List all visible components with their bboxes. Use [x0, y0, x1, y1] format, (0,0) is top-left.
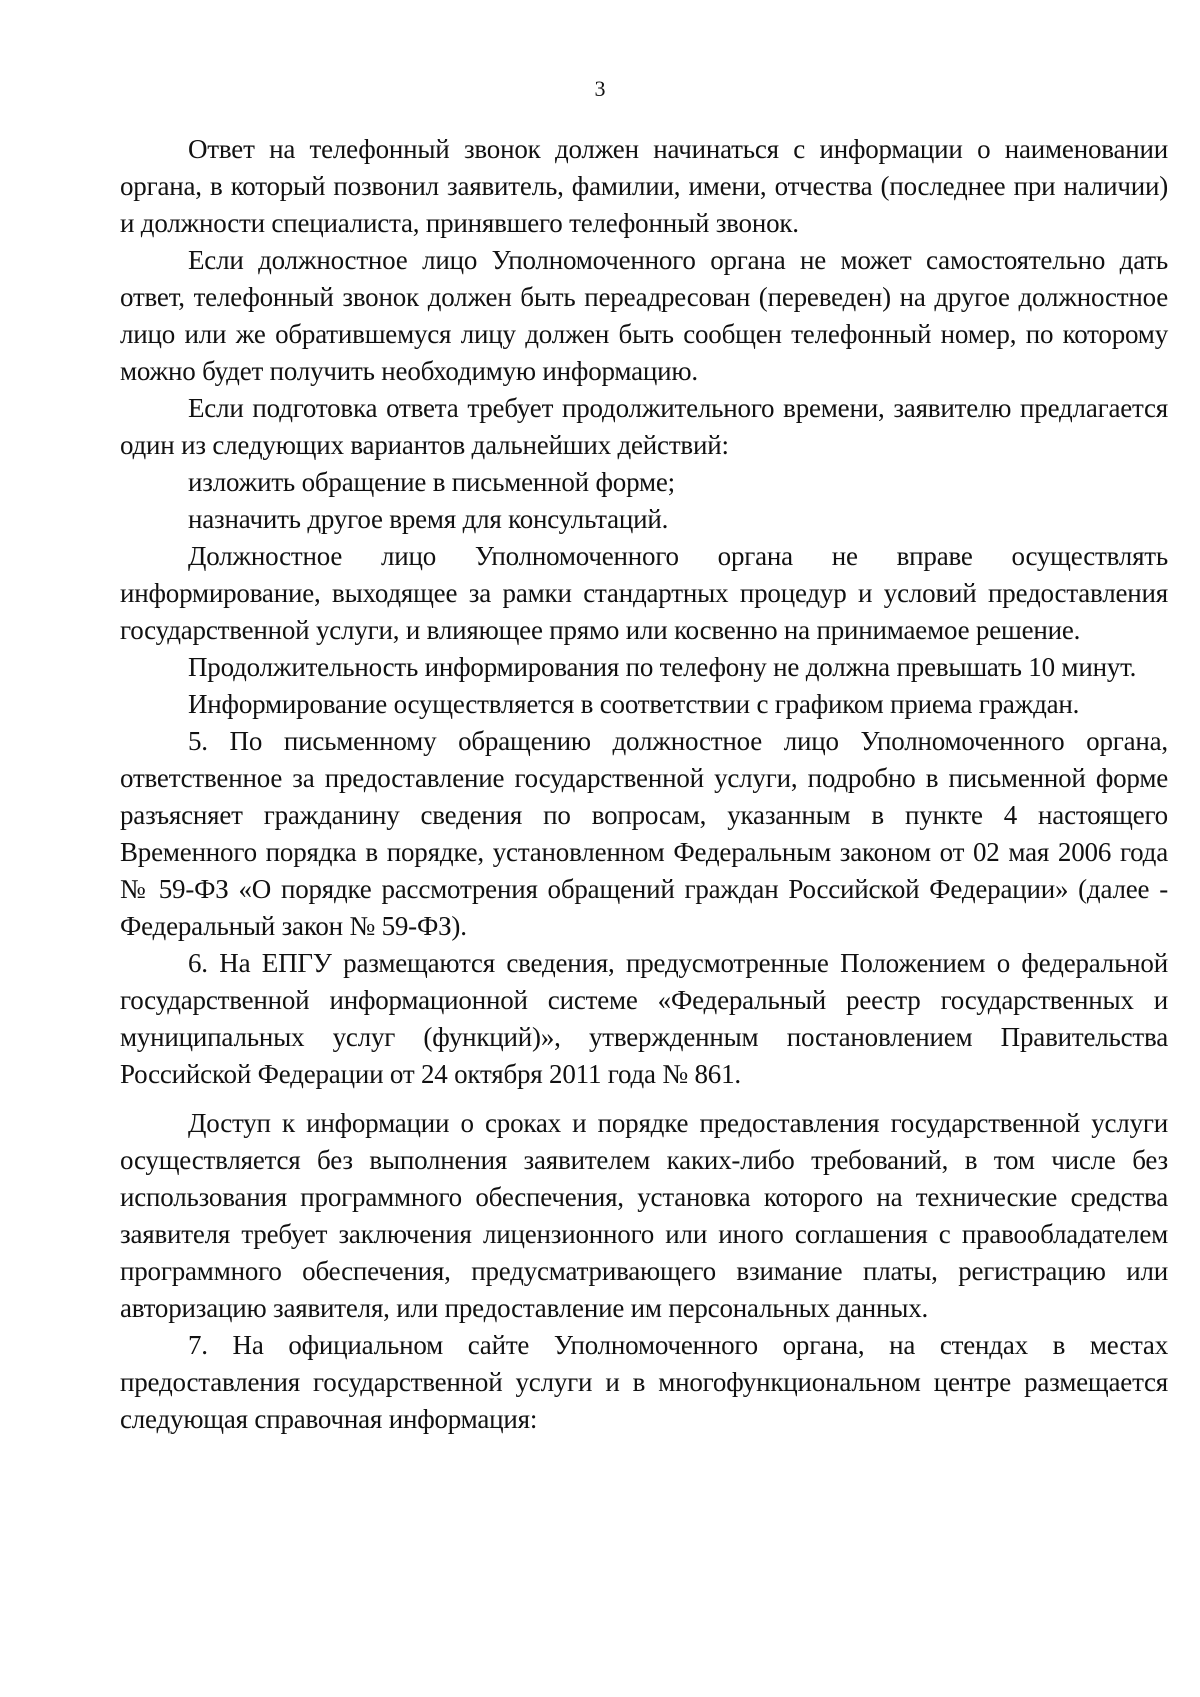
paragraph-call-duration: Продолжительность информирования по телефону не должна превышать 10 минут. — [188, 652, 1137, 682]
paragraph-access-info: Доступ к информации о сроках и порядке предоставления государственной услуги осуществляется без выполнения заявителем каких-либо требований, в том числе без использования программного обеспечения, установка которого на технические средства заявителя требует заключения лицензионного или иного соглашения с правообладателем программного обеспечения, предусматривающего взимание платы, регистрацию или авторизацию заявителя, или предоставление им персональных данных. — [120, 1108, 1168, 1323]
paragraph-official-restrictions: Должностное лицо Уполномоченного органа не вправе осуществлять информирование, выходящее за рамки стандартных процедур и условий предоставления государственной услуги, и влияющее прямо или косвенно на принимаемое решение. — [120, 541, 1168, 645]
paragraph-schedule: Информирование осуществляется в соответствии с графиком приема граждан. — [188, 689, 1080, 719]
paragraph-call-answer: Ответ на телефонный звонок должен начинаться с информации о наименовании органа, в который позвонил заявитель, фамилии, имени, отчества (последнее при наличии) и должности специалиста, принявшего телефонный звонок. — [120, 134, 1168, 238]
paragraph-long-answer: Если подготовка ответа требует продолжительного времени, заявителю предлагается один из следующих вариантов дальнейших действий: — [120, 393, 1168, 460]
page-number: 3 — [594, 76, 606, 101]
paragraph-call-redirect: Если должностное лицо Уполномоченного органа не может самостоятельно дать ответ, телефонный звонок должен быть переадресован (переведен) на другое должностное лицо или же обратившемуся лицу должен быть сообщен телефонный номер, по которому можно будет получить необходимую информацию. — [120, 245, 1168, 386]
list-item-written-form: изложить обращение в письменной форме; — [188, 467, 675, 497]
paragraph-item-5: 5. По письменному обращению должностное лицо Уполномоченного органа, ответственное за предоставление государственной услуги, подробно в письменной форме разъясняет гражданину сведения по вопросам, указанным в пункте 4 настоящего Временного порядка в порядке, установленном Федеральным законом от 02 мая 2006 года № 59-ФЗ «О порядке рассмотрения обращений граждан Российской Федерации» (далее - Федеральный закон № 59-ФЗ). — [120, 726, 1168, 941]
list-item-other-time: назначить другое время для консультаций. — [188, 504, 669, 534]
paragraph-item-6: 6. На ЕПГУ размещаются сведения, предусмотренные Положением о федеральной государственной информационной системе «Федеральный реестр государственных и муниципальных услуг (функций)», утвержденным постановлением Правительства Российской Федерации от 24 октября 2011 года № 861. — [120, 948, 1168, 1089]
document-body — [120, 131, 1168, 1438]
paragraph-item-7: 7. На официальном сайте Уполномоченного органа, на стендах в местах предоставления государственной услуги и в многофункциональном центре размещается следующая справочная информация: — [120, 1330, 1168, 1434]
